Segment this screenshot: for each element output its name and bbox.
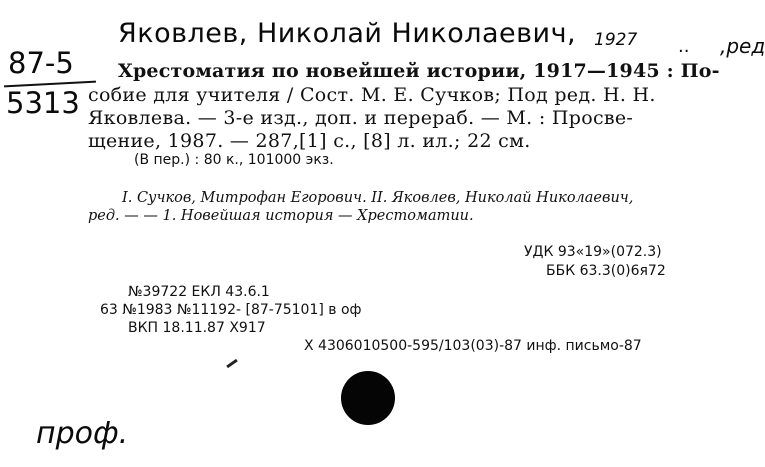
tracings-line-1: I. Сучков, Митрофан Егорович. II. Яковлев, Николай Николаевич, [122,190,634,206]
tracings-line-2: ред. — — 1. Новейшая история — Хрестоматии. [88,208,474,224]
pen-mark [226,359,238,368]
udc-code: УДК 93«19»(072.3) [524,244,662,260]
description-line-3: Яковлева. — 3-е изд., доп. и перераб. — М. : Просве- [88,107,634,129]
price-run-line: (В пер.) : 80 к., 101000 экз. [134,152,334,168]
handwritten-author-heading: Яковлев, Николай Николаевич, [118,18,577,49]
handwritten-bottom-note: проф. [36,416,129,451]
registry-line-2: 63 №1983 №11192- [87-75101] в оф [100,302,362,318]
card-punch-hole [341,371,395,425]
registry-line-3: ВКП 18.11.87 Х917 [128,320,266,336]
registry-line-1: №39722 ЕКЛ 43.6.1 [128,284,270,300]
call-number-bottom: 5313 [6,86,80,120]
handwritten-edge-fragment: ,ред [720,34,765,58]
title-line: Хрестоматия по новейшей истории, 1917—1945 : По- [118,60,720,82]
description-line-4: щение, 1987. — 287,[1] с., [8] л. ил.; 22 см. [88,130,531,152]
call-number-top: 87-5 [8,46,74,80]
handwritten-year: 1927 [594,30,638,50]
registry-line-4: Х 4306010500-595/103(03)-87 инф. письмо-87 [304,338,642,354]
handwritten-dots: .. [678,36,690,57]
bbk-code: ББК 63.3(0)6я72 [546,263,666,279]
description-line-2: собие для учителя / Сост. М. Е. Сучков; Под ред. Н. Н. [88,84,656,106]
